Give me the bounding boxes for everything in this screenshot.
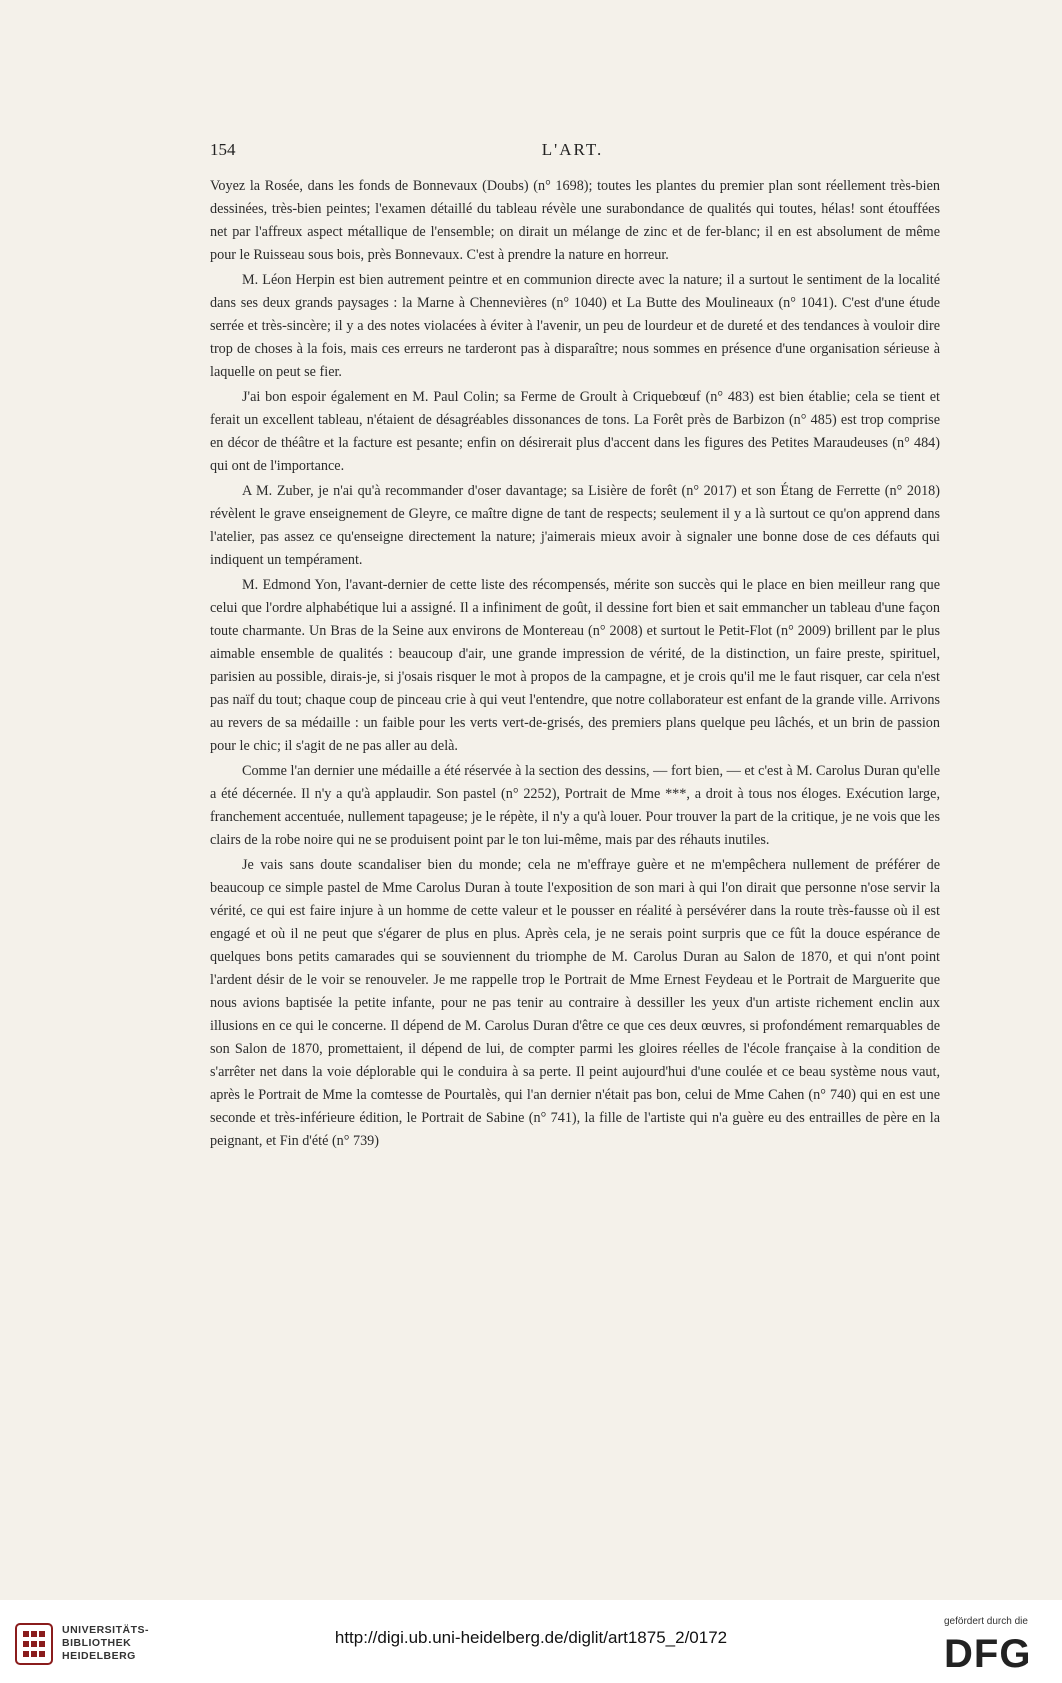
library-name-line: UNIVERSITÄTS- (62, 1624, 150, 1636)
footer-bar (0, 1600, 1062, 1683)
paragraph: Comme l'an dernier une médaille a été réservée à la section des dessins, — fort bien, — et c'est à M. Carolus Duran qu'elle a été décernée. Il n'y a qu'à applaudir. Son pastel (n° 2252), Portrait de Mme ***, a droit à tous nos éloges. Exécution large, franchement accentuée, nullement tapageuse; je le répète, il n'y a qu'à louer. Pour trouver la part de la critique, je ne vois que les clairs de la robe noire qui ne se produisent point par le ton lui-même, mais par des réhauts inutiles. (210, 763, 940, 848)
library-name-line: BIBLIOTHEK (62, 1637, 132, 1649)
paragraph: J'ai bon espoir également en M. Paul Colin; sa Ferme de Groult à Criquebœuf (n° 483) est bien établie; cela se tient et ferait un excellent tableau, n'étaient de désagréables dissonances de tons. La Forêt près de Barbizon (n° 485) est trop comprise en décor de théâtre et la facture est pesante; enfin on désirerait plus d'accent dans les figures des Petites Maraudeuses (n° 484) qui ont de l'importance. (210, 389, 940, 474)
funding-caption: gefördert durch die (944, 1616, 1028, 1627)
running-title: L'ART. (541, 140, 604, 159)
article-body (210, 175, 940, 1155)
paragraph: M. Léon Herpin est bien autrement peintre et en communion directe avec la nature; il a surtout le sentiment de la localité dans ses deux grands paysages : la Marne à Chennevières (n° 1040) et La Butte des Moulineaux (n° 1041). C'est d'une étude serrée et très-sincère; il y a des notes violacées à éviter à l'avenir, un peu de lourdeur et de dureté et des tendances à vouloir dire trop de choses à la fois, mais ces erreurs ne tarderont pas à disparaître; nous sommes en présence d'une organisation sérieuse à laquelle on peut se fier. (210, 272, 940, 380)
paragraph: A M. Zuber, je n'ai qu'à recommander d'oser davantage; sa Lisière de forêt (n° 2017) et son Étang de Ferrette (n° 2018) révèlent le grave enseignement de Gleyre, ce maître digne de tant de respects; seulement il y a là surtout ce qu'on apprend dans l'atelier, pas assez ce qu'enseigne directement la nature; j'aimerais mieux avoir à signaler une bonne dose de ces défauts qui indiquent un tempérament. (210, 483, 940, 568)
page-number: 154 (210, 140, 236, 159)
library-name-line: HEIDELBERG (62, 1650, 136, 1662)
dfg-logo: DFG (944, 1632, 1032, 1676)
paragraph: M. Edmond Yon, l'avant-dernier de cette liste des récompensés, mérite son succès qui le place en bien meilleur rang que celui que l'ordre alphabétique lui a assigné. Il a infiniment de goût, il dessine fort bien et sait emmancher un tableau d'une façon toute charmante. Un Bras de la Seine aux environs de Montereau (n° 2008) et surtout le Petit-Flot (n° 2009) brillent par le plus aimable ensemble de qualités : beaucoup d'air, une grande impression de vérité, de la distinction, un faire preste, spirituel, parisien au possible, dirais-je, si j'osais risquer le mot à propos de la campagne, et je crois qu'il me le faut risquer, car cela n'est pas naïf du tout; chaque coup de pinceau crie à qui veut l'entendre, que notre collaborateur est enfant de la grande ville. Arrivons au revers de sa médaille : un faible pour les verts vert-de-grisés, des premiers plans quelque peu lâchés, et un brin de passion pour le chic; il s'agit de ne pas aller au delà. (210, 577, 940, 754)
page-header (210, 140, 935, 164)
permalink-url[interactable]: http://digi.ub.uni-heidelberg.de/diglit/art1875_2/0172 (334, 1628, 728, 1647)
paragraph: Je vais sans doute scandaliser bien du monde; cela ne m'effraye guère et ne m'empêchera nullement de préférer de beaucoup ce simple pastel de Mme Carolus Duran à toute l'exposition de son mari à qui l'on dirait que personne n'ose servir la vérité, ce qui est faire injure à un homme de cette valeur et le pousser en réalité à persévérer dans la route très-fausse où il est engagé et où il ne peut que s'égarer de plus en plus. Après cela, je ne serais point surpris que ce fût la douce espérance de quelques bons petits camarades qui se souviennent du triomphe de M. Carolus Duran au Salon de 1870, et qui n'ont point l'ardent désir de le voir se renouveler. Je me rappelle trop le Portrait de Mme Ernest Feydeau et le Portrait de Marguerite que nous avions baptisée la petite infante, pour ne pas tenir au contraire à dessiller les yeux d'un artiste richement enclin aux illusions en ce qui le concerne. Il dépend de M. Carolus Duran d'être ce que ces deux œuvres, si profondément remarquables de son Salon de 1870, promettaient, il dépend de lui, de compter parmi les gloires réelles de l'école française à la condition de s'arrêter net dans la voie déplorable qui le conduira à sa perte. Il peint aujourd'hui d'une coulée et ce beau système nous vaut, après le Portrait de Mme la comtesse de Pourtalès, qui l'an dernier n'était pas bon, celui de Mme Cahen (n° 740) qui en est une seconde et très-inférieure édition, le Portrait de Sabine (n° 741), la fille de l'artiste qui n'a guère eu des entrailles de père en la peignant, et Fin d'été (n° 739) (210, 857, 940, 1149)
paragraph: Voyez la Rosée, dans les fonds de Bonnevaux (Doubs) (n° 1698); toutes les plantes du premier plan sont réellement très-bien dessinées, très-bien peintes; l'examen détaillé du tableau révèle une surabondance de qualités qui toutes, hélas! sont étouffées net par l'affreux aspect métallique de l'ensemble; on dirait un mélange de zinc et de fer-blanc; il en est absolument de même pour le Ruisseau sous bois, près Bonnevaux. C'est à prendre la nature en horreur. (210, 178, 940, 263)
